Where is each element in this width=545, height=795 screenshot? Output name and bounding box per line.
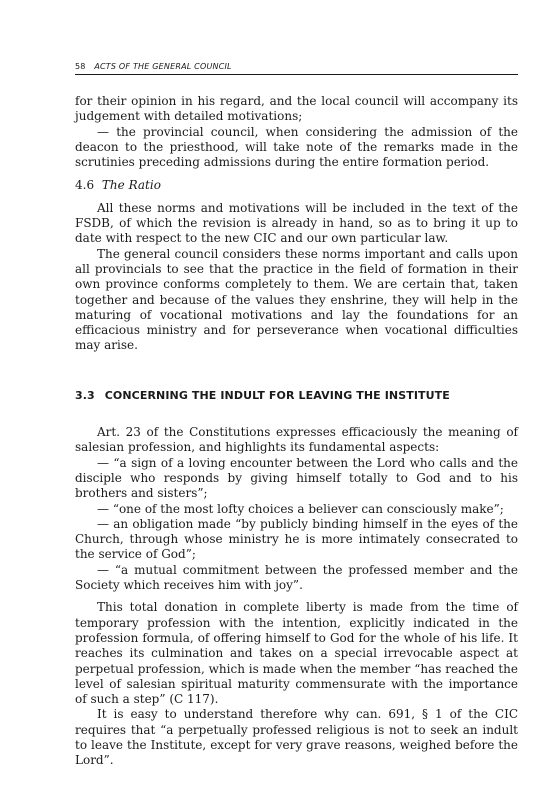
- subsection-heading: [75, 178, 518, 193]
- running-title: ACTS OF THE GENERAL COUNCIL: [94, 62, 232, 71]
- paragraph: It is easy to understand therefore why can. 691, § 1 of the CIC requires that “a perpetually professed religious is not to seek an indult to leave the Institute, except for very grave reasons, weighed before the Lord”.: [75, 707, 518, 768]
- paragraph: — “a sign of a loving encounter between the Lord who calls and the disciple who responds by giving himself totally to God and to his brothers and sisters”;: [75, 455, 518, 501]
- paragraph: — “one of the most lofty choices a believer can consciously make”;: [97, 501, 504, 516]
- paragraph: Art. 23 of the Constitutions expresses efficaciously the meaning of salesian profession, and highlights its fundamental aspects:: [75, 425, 518, 455]
- page-body: [75, 94, 518, 769]
- paragraph: — the provincial council, when considering the admission of the deacon to the priesthood, will take note of the remarks made in the scrutinies preceding admissions during the entire formation period.: [75, 124, 518, 170]
- paragraph: — an obligation made “by publicly binding himself in the eyes of the Church, through whose ministry he is more intimately consecrated to the service of God”;: [75, 516, 518, 562]
- page-number: 58: [75, 62, 86, 71]
- section-number: 3.3: [75, 388, 95, 402]
- paragraph: The general council considers these norms important and calls upon all provincials to see that the practice in the field of formation in their own province conforms completely to them. We are certain that, taken together and because of the values they enshrine, they will help in the maturing of vocational motivations and lay the foundations for an efficacious ministry and for perseverance when vocational difficulties may arise.: [75, 246, 518, 353]
- section-heading: [75, 388, 518, 403]
- paragraph: for their opinion in his regard, and the local council will accompany its judgement with detailed motivations;: [75, 94, 518, 124]
- subsection-title: The Ratio: [101, 178, 161, 193]
- subsection-number: 4.6: [75, 178, 95, 193]
- paragraph: All these norms and motivations will be included in the text of the FSDB, of which the revision is already in hand, so as to bring it up to date with respect to the new CIC and our own particular law.: [75, 200, 518, 246]
- section-title: CONCERNING THE INDULT FOR LEAVING THE INSTITUTE: [104, 388, 450, 402]
- paragraph: This total donation in complete liberty is made from the time of temporary profession with the intention, explicitly indicated in the profession formula, of offering himself to God for the whole of his life. It reaches its culmination and takes on a special irrevocable aspect at perpetual profession, which is made when the member “has reached the level of salesian spiritual maturity commensurate with the importance of such a step” (C 117).: [75, 600, 518, 707]
- running-head: [75, 62, 518, 71]
- header-rule: [75, 74, 518, 75]
- paragraph: — “a mutual commitment between the professed member and the Society which receives him with joy”.: [75, 562, 518, 593]
